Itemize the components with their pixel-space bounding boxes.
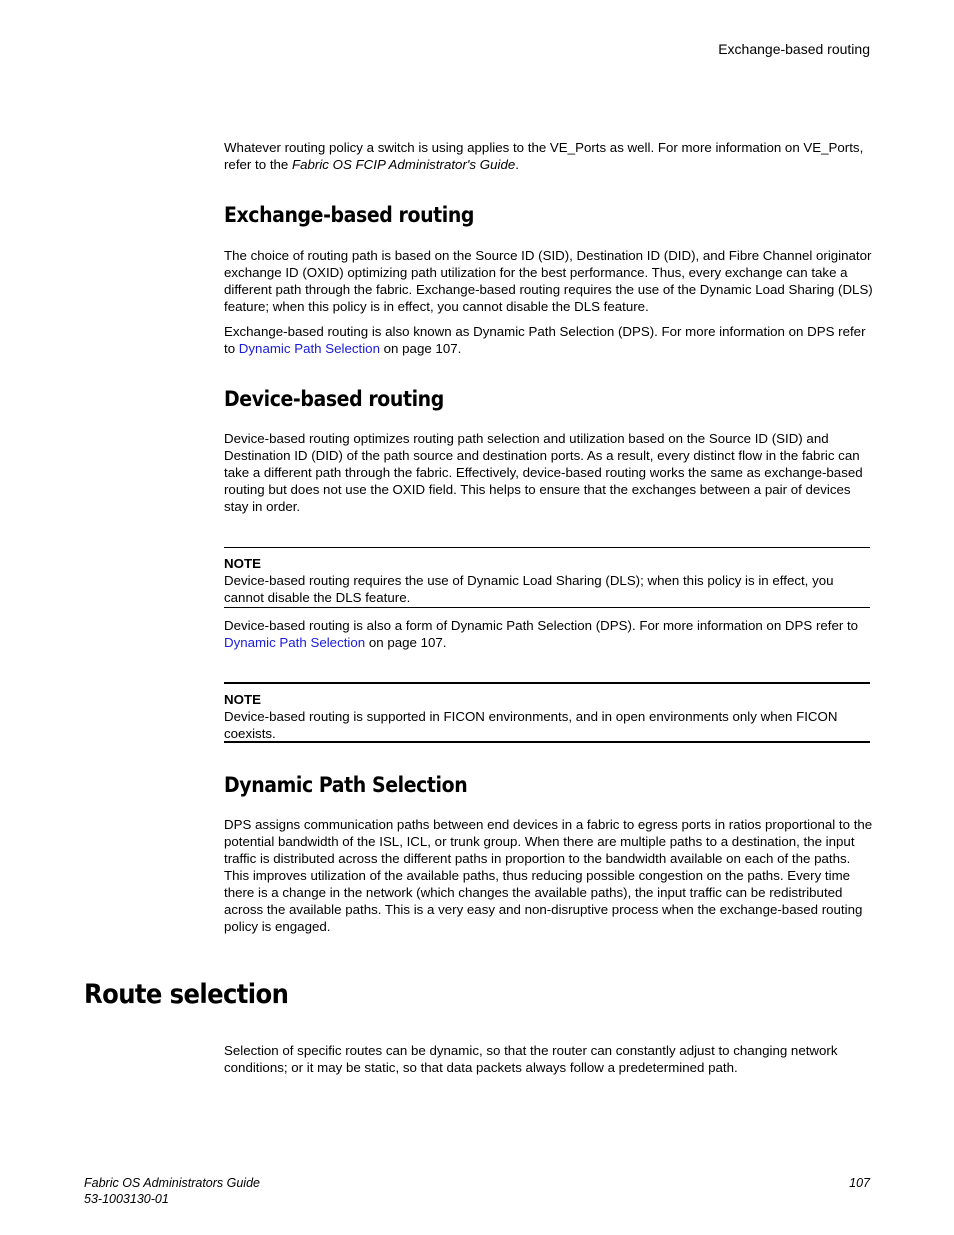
intro-paragraph: [224, 139, 874, 173]
page-number: 107: [849, 1176, 870, 1190]
note-1-label: NOTE: [224, 556, 261, 571]
exchange-paragraph-2: [224, 323, 874, 357]
device-paragraph-2: [224, 617, 874, 651]
note-2-label: NOTE: [224, 692, 261, 707]
heading-route-selection: Route selection: [84, 979, 289, 1010]
running-header: Exchange-based routing: [718, 41, 870, 57]
exchange-p2-text: Exchange-based routing is also known as Dynamic Path Selection (DPS). For more information on DPS refer to: [224, 324, 866, 356]
note-2-bottom-rule: [224, 741, 870, 743]
device-paragraph-1: Device-based routing optimizes routing path selection and utilization based on the Source ID (SID) and Destination ID (DID) of the path source and destination ports. As a result, every distinct flow in the fabric can take a different path through the fabric. Effectively, device-based routing works the same as exchange-based routing but does not use the OXID field. This helps to ensure that the exchanges between a pair of devices stay in order.: [224, 431, 863, 514]
exchange-paragraph-1: The choice of routing path is based on the Source ID (SID), Destination ID (DID), and Fibre Channel originator exchange ID (OXID) optimizing path utilization for the best performance. Thus, every exchange can take a different path through the fabric. Exchange-based routing requires the use of the Dynamic Load Sharing (DLS) feature; when this policy is in effect, you cannot disable the DLS feature.: [224, 248, 873, 314]
link-dynamic-path-selection-2[interactable]: Dynamic Path Selection: [224, 635, 366, 650]
note-2-text: Device-based routing is supported in FICON environments, and in open environments only when FICON coexists.: [224, 709, 838, 741]
intro-text-end: .: [515, 157, 519, 172]
device-p2-text: Device-based routing is also a form of Dynamic Path Selection (DPS). For more information on DPS refer to: [224, 618, 859, 633]
route-paragraph-1: Selection of specific routes can be dynamic, so that the router can constantly adjust to changing network conditions; or it may be static, so that data packets always follow a predetermined path.: [224, 1043, 838, 1075]
exchange-p2-end: on page 107.: [379, 341, 462, 356]
note-2: [224, 691, 870, 742]
device-p2-end: on page 107.: [365, 635, 447, 650]
intro-text: Whatever routing policy a switch is using applies to the VE_Ports as well. For more information on VE_Ports, refer to the: [224, 140, 864, 172]
note-1-text: Device-based routing requires the use of Dynamic Load Sharing (DLS); when this policy is in effect, you cannot disable the DLS feature.: [224, 573, 834, 605]
book-title: Fabric OS FCIP Administrator's Guide: [292, 157, 516, 172]
note-1-top-rule: [224, 547, 870, 548]
heading-dynamic-path-selection: Dynamic Path Selection: [224, 773, 468, 797]
footer-doc-title: Fabric OS Administrators Guide: [84, 1176, 260, 1190]
heading-device-based-routing: Device-based routing: [224, 387, 444, 411]
dps-paragraph-1: DPS assigns communication paths between end devices in a fabric to egress ports in ratios proportional to the potential bandwidth of the ISL, ICL, or trunk group. When there are multiple paths to a destination, the input traffic is distributed across the different paths in proportion to the bandwidth available on each of the paths. This improves utilization of the available paths, thus reducing possible congestion on the paths. Every time there is a change in the network (which changes the available paths), the input traffic can be redistributed across the available paths. This is a very easy and non-disruptive process when the exchange-based routing policy is engaged.: [224, 817, 873, 934]
footer-doc-info: [84, 1175, 260, 1207]
heading-exchange-based-routing: Exchange-based routing: [224, 203, 474, 227]
footer-doc-number: 53-1003130-01: [84, 1192, 169, 1206]
note-1: [224, 555, 870, 606]
link-dynamic-path-selection[interactable]: Dynamic Path Selection: [238, 341, 380, 356]
note-1-bottom-rule: [224, 607, 870, 608]
note-2-top-rule: [224, 682, 870, 684]
